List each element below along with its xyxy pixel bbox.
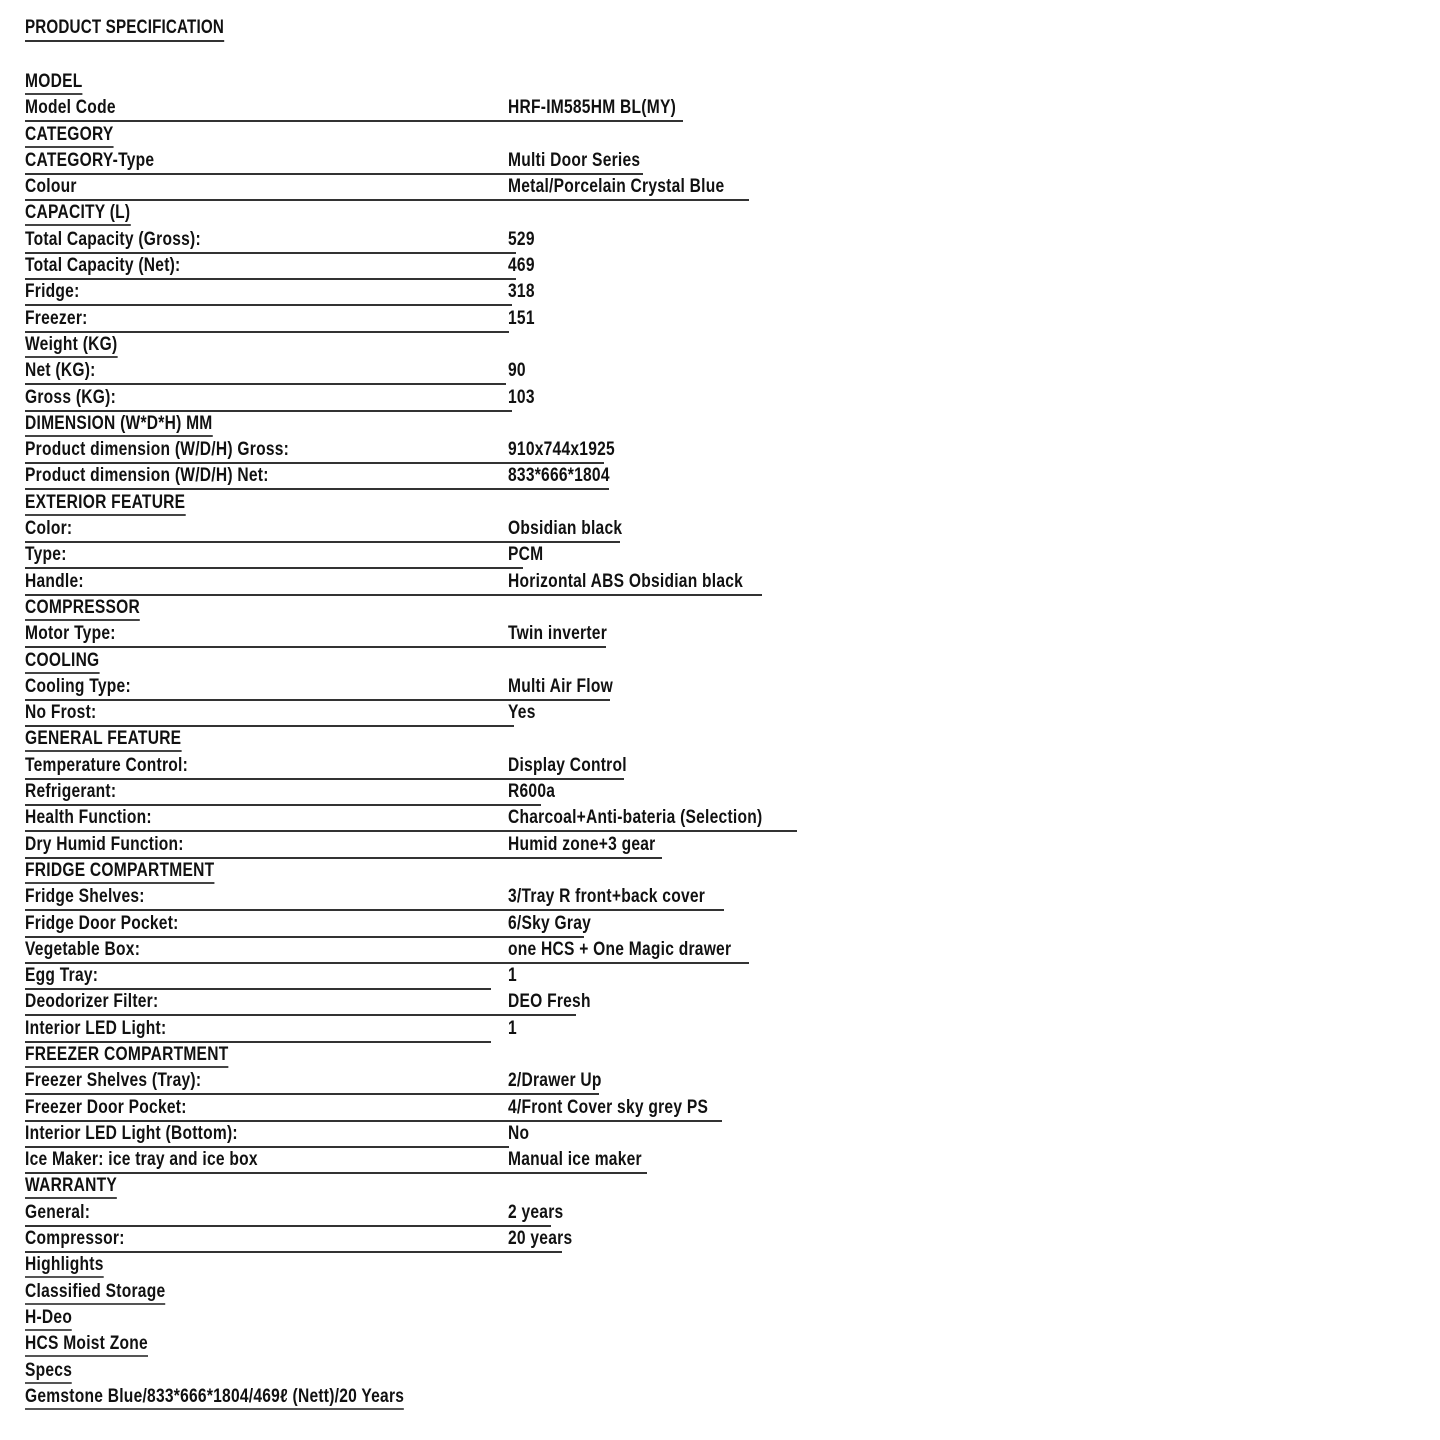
spec-value: Multi Door Series [508,149,641,171]
spec-row [25,938,732,965]
row-underline [25,1041,491,1043]
row-underline [25,962,749,964]
spec-value: No [508,1122,530,1144]
row-underline [25,1225,551,1227]
spec-row [25,781,556,807]
spec-list [25,71,763,1412]
spec-label: General: [25,1201,91,1223]
spec-row [25,965,517,991]
spec-label: Fridge: [25,281,80,303]
section-header [25,728,487,754]
spec-value: 3/Tray R front+back cover [508,886,706,908]
spec-value: 103 [508,386,535,408]
row-underline [25,699,610,701]
row-underline [25,252,516,254]
spec-label: Egg Tray: [25,965,99,987]
spec-value: 910x744x1925 [508,439,615,461]
spec-value: Horizontal ABS Obsidian black [508,570,744,592]
spec-row [25,281,535,307]
spec-label: Type: [25,544,67,566]
spec-label: Refrigerant: [25,781,117,803]
row-underline [25,462,604,464]
spec-label: Fridge Door Pocket: [25,912,179,934]
row-underline [25,594,762,596]
section-title: Weight (KG) [25,334,117,358]
spec-label: Temperature Control: [25,754,189,776]
spec-value: Charcoal+Anti-bateria (Selection) [508,807,763,829]
spec-row [25,439,615,465]
section-header [25,650,487,676]
spec-value: Metal/Porcelain Crystal Blue [508,176,725,198]
spec-value: Display Control [508,754,627,776]
spec-label: Health Function: [25,807,152,829]
spec-row [25,97,677,123]
spec-label: Model Code [25,97,116,119]
spec-label: Freezer: [25,307,88,329]
spec-label: Vegetable Box: [25,938,141,960]
row-underline [25,646,606,648]
spec-row [25,544,544,570]
spec-value: Multi Air Flow [508,675,613,697]
section-title: FREEZER COMPARTMENT [25,1044,228,1068]
spec-label: Dry Humid Function: [25,833,184,855]
row-underline [25,278,516,280]
row-underline [25,331,509,333]
highlight-text: Specs [25,1360,72,1384]
spec-row [25,754,627,781]
row-underline [25,1251,562,1253]
spec-value: 4/Front Cover sky grey PS [508,1096,709,1118]
spec-value: PCM [508,544,544,566]
spec-value: Manual ice maker [508,1149,642,1171]
spec-value: 1 [508,1017,517,1039]
row-underline [25,1093,599,1095]
spec-value: 2/Drawer Up [508,1070,602,1092]
highlight-item [25,1360,487,1386]
spec-value: 833*666*1804 [508,465,610,487]
section-header [25,1044,487,1070]
row-underline [25,988,491,990]
highlight-item [25,1281,487,1307]
spec-value: 1 [508,965,517,987]
spec-row [25,255,535,281]
spec-row [25,307,535,334]
row-underline [25,936,584,938]
section-title: MODEL [25,71,82,95]
spec-value: one HCS + One Magic drawer [508,938,732,960]
spec-row [25,991,591,1017]
spec-row [25,1096,709,1123]
highlight-item [25,1333,487,1359]
spec-value: 469 [508,255,535,277]
spec-value: 20 years [508,1228,573,1250]
section-title: DIMENSION (W*D*H) MM [25,413,213,437]
section-header [25,413,487,439]
section-title: FRIDGE COMPARTMENT [25,860,214,884]
spec-row [25,833,656,860]
section-header [25,124,487,150]
spec-value: 90 [508,360,526,382]
row-underline [25,304,512,306]
section-title: COMPRESSOR [25,597,140,621]
spec-label: Net (KG): [25,360,96,382]
section-title: WARRANTY [25,1175,117,1199]
spec-label: Interior LED Light (Bottom): [25,1122,238,1144]
spec-row [25,149,641,176]
highlight-item [25,1307,487,1333]
spec-row [25,1122,530,1149]
row-underline [25,173,643,175]
highlight-item [25,1254,487,1280]
row-underline [25,857,662,859]
spec-row [25,176,725,202]
spec-row [25,570,744,597]
spec-label: Handle: [25,570,84,592]
spec-row [25,386,535,413]
spec-label: Ice Maker: ice tray and ice box [25,1149,258,1171]
spec-value: 529 [508,228,535,250]
row-underline [25,383,506,385]
section-title: COOLING [25,650,99,674]
highlight-text: H-Deo [25,1307,72,1331]
row-underline [25,567,523,569]
spec-row [25,518,623,544]
spec-label: Colour [25,176,77,198]
section-header [25,1175,487,1201]
spec-row [25,1017,517,1044]
spec-label: Fridge Shelves: [25,886,145,908]
section-header [25,597,487,623]
spec-row [25,912,592,939]
spec-label: Total Capacity (Gross): [25,228,201,250]
row-underline [25,725,514,727]
spec-row [25,675,613,702]
spec-label: Color: [25,518,73,540]
section-title: EXTERIOR FEATURE [25,492,185,516]
spec-label: Deodorizer Filter: [25,991,159,1013]
spec-row [25,465,610,491]
page-title: PRODUCT SPECIFICATION [25,17,224,42]
spec-label: Motor Type: [25,623,116,645]
row-underline [25,1146,509,1148]
spec-value: DEO Fresh [508,991,591,1013]
row-underline [25,1014,576,1016]
row-underline [25,410,512,412]
row-underline [25,1120,722,1122]
highlight-text: Classified Storage [25,1281,165,1305]
spec-label: Product dimension (W/D/H) Net: [25,465,269,487]
spec-label: CATEGORY-Type [25,149,155,171]
row-underline [25,199,749,201]
section-header [25,860,487,886]
spec-row [25,1228,573,1254]
spec-label: No Frost: [25,702,97,724]
row-underline [25,541,620,543]
spec-value: Humid zone+3 gear [508,833,656,855]
section-title: GENERAL FEATURE [25,728,181,752]
row-underline [25,804,541,806]
section-title: CATEGORY [25,124,114,148]
row-underline [25,1172,647,1174]
highlight-text: Highlights [25,1254,104,1278]
highlight-text: Gemstone Blue/833*666*1804/469ℓ (Nett)/20 Years [25,1386,404,1410]
spec-row [25,702,536,728]
spec-value: 318 [508,281,535,303]
spec-label: Interior LED Light: [25,1017,167,1039]
spec-label: Compressor: [25,1228,125,1250]
spec-value: 6/Sky Gray [508,912,592,934]
spec-value: HRF-IM585HM BL(MY) [508,97,677,119]
spec-row [25,1201,564,1228]
spec-row [25,1070,602,1096]
row-underline [25,778,624,780]
spec-row [25,1149,642,1175]
spec-row [25,623,608,649]
highlight-text: HCS Moist Zone [25,1333,148,1357]
spec-label: Freezer Shelves (Tray): [25,1070,202,1092]
spec-row [25,228,535,255]
spec-value: Twin inverter [508,623,608,645]
spec-row [25,807,763,833]
row-underline [25,120,683,122]
spec-label: Gross (KG): [25,386,117,408]
section-header [25,492,487,518]
section-title: CAPACITY (L) [25,202,130,226]
spec-value: 151 [508,307,535,329]
row-underline [25,830,797,832]
spec-label: Product dimension (W/D/H) Gross: [25,439,290,461]
spec-value: Obsidian black [508,518,623,540]
spec-label: Cooling Type: [25,675,131,697]
section-header [25,334,487,360]
spec-value: R600a [508,781,556,803]
spec-value: Yes [508,702,536,724]
spec-label: Total Capacity (Net): [25,255,181,277]
spec-value: 2 years [508,1201,564,1223]
spec-row [25,886,706,912]
section-header [25,202,487,228]
row-underline [25,488,609,490]
row-underline [25,909,724,911]
spec-label: Freezer Door Pocket: [25,1096,187,1118]
highlight-item [25,1386,487,1412]
section-header [25,71,487,97]
spec-row [25,360,526,386]
